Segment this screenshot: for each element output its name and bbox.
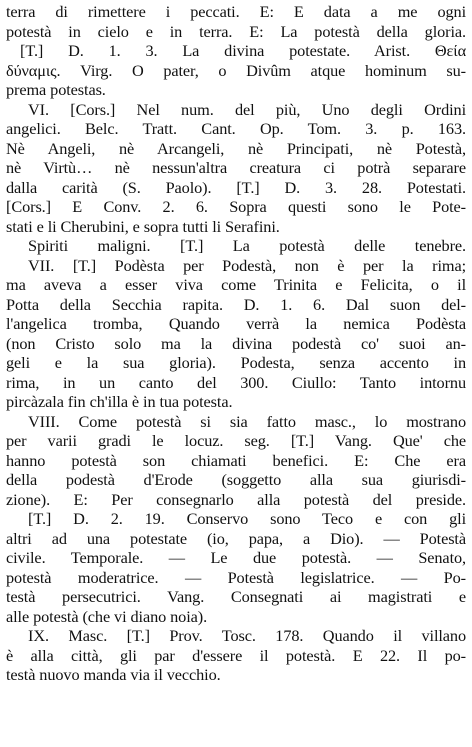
text-line: geli e la sua gloria). Podesta, senza accento in	[6, 353, 466, 372]
text-line: Potta della Secchia rapita. D. 1. 6. Dal suon del-	[6, 294, 466, 314]
text-line: nè Virtù… nè nessun'altra creatura ci potrà separare	[6, 158, 466, 177]
text-line: [T.] D. 1. 3. La divina potestate. Arist. Θεία	[20, 41, 466, 60]
text-line: VI. [Cors.] Nel num. del più, Uno degli Ordini	[28, 99, 466, 119]
text-line: dalla carità (S. Paolo). [T.] D. 3. 28. Potestati.	[6, 177, 466, 197]
text-line: potestà moderatrice. — Potestà legislatrice. — Po-	[6, 567, 466, 587]
text-line: VII. [T.] Podèsta per Podestà, non è per la rima;	[28, 255, 466, 275]
text-line: Spiriti maligni. [T.] La potestà delle tenebre.	[28, 236, 466, 255]
text-line: Nè Angeli, nè Arcangeli, nè Principati, nè Potestà,	[6, 138, 466, 158]
text-line: è alla città, gli par d'essere il potestà. E 22. Il po-	[6, 645, 466, 665]
text-line: zione). E: Per consegnarlo alla potestà del preside.	[6, 489, 466, 509]
text-line: per varii gradi le locuz. seg. [T.] Vang. Que' che	[6, 431, 466, 450]
text-line: terra di rimettere i peccati. E: E data a me ogni	[6, 2, 466, 21]
text-line: civile. Temporale. — Le due potestà. — Senato,	[6, 548, 466, 567]
text-line: ma aveva a esser viva come Trinita e Felicita, o il	[6, 275, 466, 294]
text-line: altri ad una potestate (io, papa, a Dio). — Potestà	[6, 528, 466, 548]
text-line: della podestà d'Erode (soggetto alla sua giurisdi-	[6, 470, 466, 489]
text-line: rima, in un canto del 300. Ciullo: Tanto intornu	[6, 372, 466, 392]
text-line: IX. Masc. [T.] Prov. Tosc. 178. Quando il villano	[28, 626, 466, 645]
text-line: testà persecutrici. Vang. Consegnati ai magistrati e	[6, 587, 466, 606]
text-line: testà nuovo manda via il vecchio.	[6, 665, 221, 684]
text-line: l'angelica tromba, Quando verrà la nemica Podèsta	[6, 314, 466, 333]
text-line: [Cors.] E Conv. 2. 6. Sopra questi sono le Pote-	[6, 197, 466, 216]
text-line: (non Cristo solo ma la divina podestà co' suoi an-	[6, 333, 466, 353]
text-line: prema potestas.	[6, 80, 106, 99]
text-line: [T.] D. 2. 19. Conservo sono Teco e con gli	[28, 509, 466, 528]
text-line: stati e li Cherubini, e sopra tutti li Serafini.	[6, 216, 280, 236]
text-line: pircàzala fin ch'illa è in tua potesta.	[6, 392, 233, 411]
text-line: δύναμις. Virg. O pater, o Divûm atque hominum su-	[6, 60, 466, 80]
text-line: potestà in cielo e in terra. E: La potestà della gloria.	[6, 21, 466, 41]
text-line: angelici. Belc. Tratt. Cant. Op. Tom. 3. p. 163.	[6, 119, 466, 138]
text-line: alle potestà (che vi diano noia).	[6, 606, 208, 626]
text-line: VIII. Come potestà si sia fatto masc., lo mostrano	[28, 411, 466, 431]
text-line: hanno potestà son chiamati benefici. E: Che era	[6, 450, 466, 470]
